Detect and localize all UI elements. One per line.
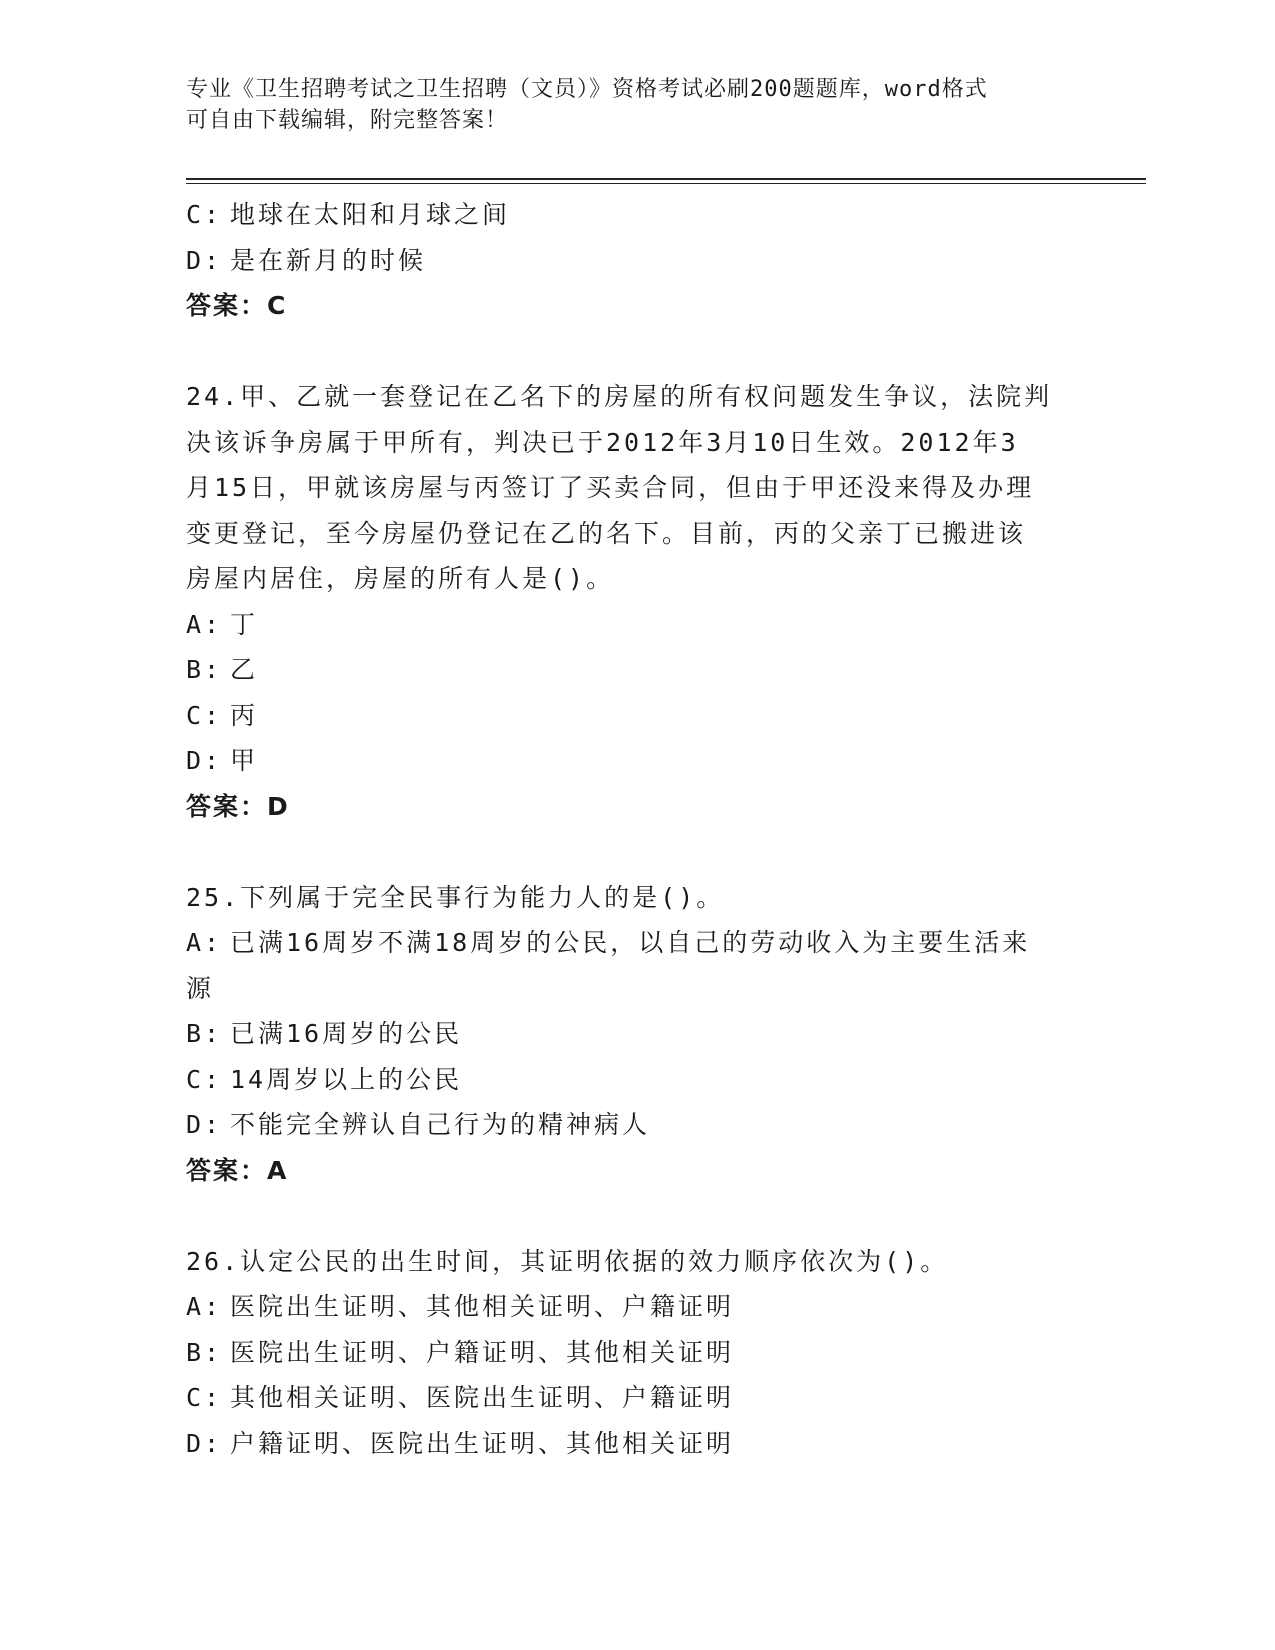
q26-stem: 26.认定公民的出生时间，其证明依据的效力顺序依次为()。 (186, 1246, 949, 1276)
option-key: A: (186, 609, 223, 639)
option-text: 14周岁以上的公民 (230, 1064, 463, 1094)
answer-line: 答案：C (186, 291, 288, 320)
q24-option-a (186, 602, 1066, 648)
option-c (186, 192, 1066, 238)
q24-stem-line-2: 决该诉争房属于甲所有，判决已于2012年3月10日生效。2012年3 (186, 427, 1019, 457)
option-text: 丁 (230, 609, 259, 639)
option-key: D: (186, 1428, 223, 1458)
spacer (186, 829, 1066, 875)
q25-option-a-continued: 源 (186, 973, 215, 1003)
q25-option-c (186, 1057, 1066, 1103)
q24-option-d (186, 738, 1066, 784)
option-text: 医院出生证明、其他相关证明、户籍证明 (230, 1292, 735, 1321)
option-text: 乙 (230, 655, 259, 684)
option-text: 甲 (230, 746, 259, 775)
header-title-line-1: 专业《卫生招聘考试之卫生招聘（文员）》资格考试必刷200题题库，word格式 (186, 77, 988, 102)
option-text: 丙 (230, 700, 259, 730)
q25-option-d (186, 1102, 1066, 1148)
q25-stem: 25.下列属于完全民事行为能力人的是()。 (186, 882, 725, 912)
q24-stem-line-5: 房屋内居住，房屋的所有人是()。 (186, 564, 615, 593)
question-content (186, 192, 1066, 1466)
q25-answer: 答案：A (186, 1155, 289, 1185)
option-key: A: (186, 928, 223, 957)
option-key: D: (186, 746, 223, 775)
option-text: 其他相关证明、医院出生证明、户籍证明 (230, 1383, 735, 1412)
option-text: 已满16周岁的公民 (230, 1019, 463, 1048)
spacer (186, 329, 1066, 375)
q24-stem-line-1: 24.甲、乙就一套登记在乙名下的房屋的所有权问题发生争议，法院判 (186, 382, 1053, 411)
q24-stem-line-3: 月15日，甲就该房屋与丙签订了买卖合同，但由于甲还没来得及办理 (186, 473, 1035, 502)
option-key: B: (186, 655, 223, 684)
option-text: 是在新月的时候 (230, 245, 427, 275)
option-key: A: (186, 1292, 223, 1321)
option-text-line-1: 已满16周岁不满18周岁的公民，以自己的劳动收入为主要生活来 (230, 928, 1031, 957)
option-text: 医院出生证明、户籍证明、其他相关证明 (230, 1337, 735, 1367)
q26-option-c (186, 1375, 1066, 1421)
option-key: C: (186, 700, 223, 730)
header-title-line-2: 可自由下载编辑，附完整答案！ (186, 108, 509, 133)
q24-option-b (186, 647, 1066, 693)
option-text: 不能完全辨认自己行为的精神病人 (230, 1110, 651, 1139)
header-divider-thick (186, 178, 1146, 180)
option-key: B: (186, 1019, 223, 1048)
option-key: C: (186, 1383, 223, 1412)
q26-option-b (186, 1330, 1066, 1376)
q24-option-c (186, 693, 1066, 739)
q24-stem-line-4: 变更登记，至今房屋仍登记在乙的名下。目前，丙的父亲丁已搬进该 (186, 518, 1027, 548)
option-text: 户籍证明、医院出生证明、其他相关证明 (230, 1428, 735, 1458)
option-key: D: (186, 245, 223, 275)
q25-option-b (186, 1011, 1066, 1057)
document-header (186, 74, 1086, 136)
header-divider-thin (186, 183, 1146, 184)
option-d (186, 238, 1066, 284)
spacer (186, 1193, 1066, 1239)
option-key: B: (186, 1337, 223, 1367)
option-key: C: (186, 1064, 223, 1094)
q25-option-a (186, 920, 1066, 966)
q26-option-a (186, 1284, 1066, 1330)
q26-option-d (186, 1421, 1066, 1467)
q24-answer: 答案：D (186, 791, 290, 821)
option-key: D: (186, 1110, 223, 1139)
option-key: C: (186, 200, 223, 229)
option-text: 地球在太阳和月球之间 (230, 200, 511, 229)
